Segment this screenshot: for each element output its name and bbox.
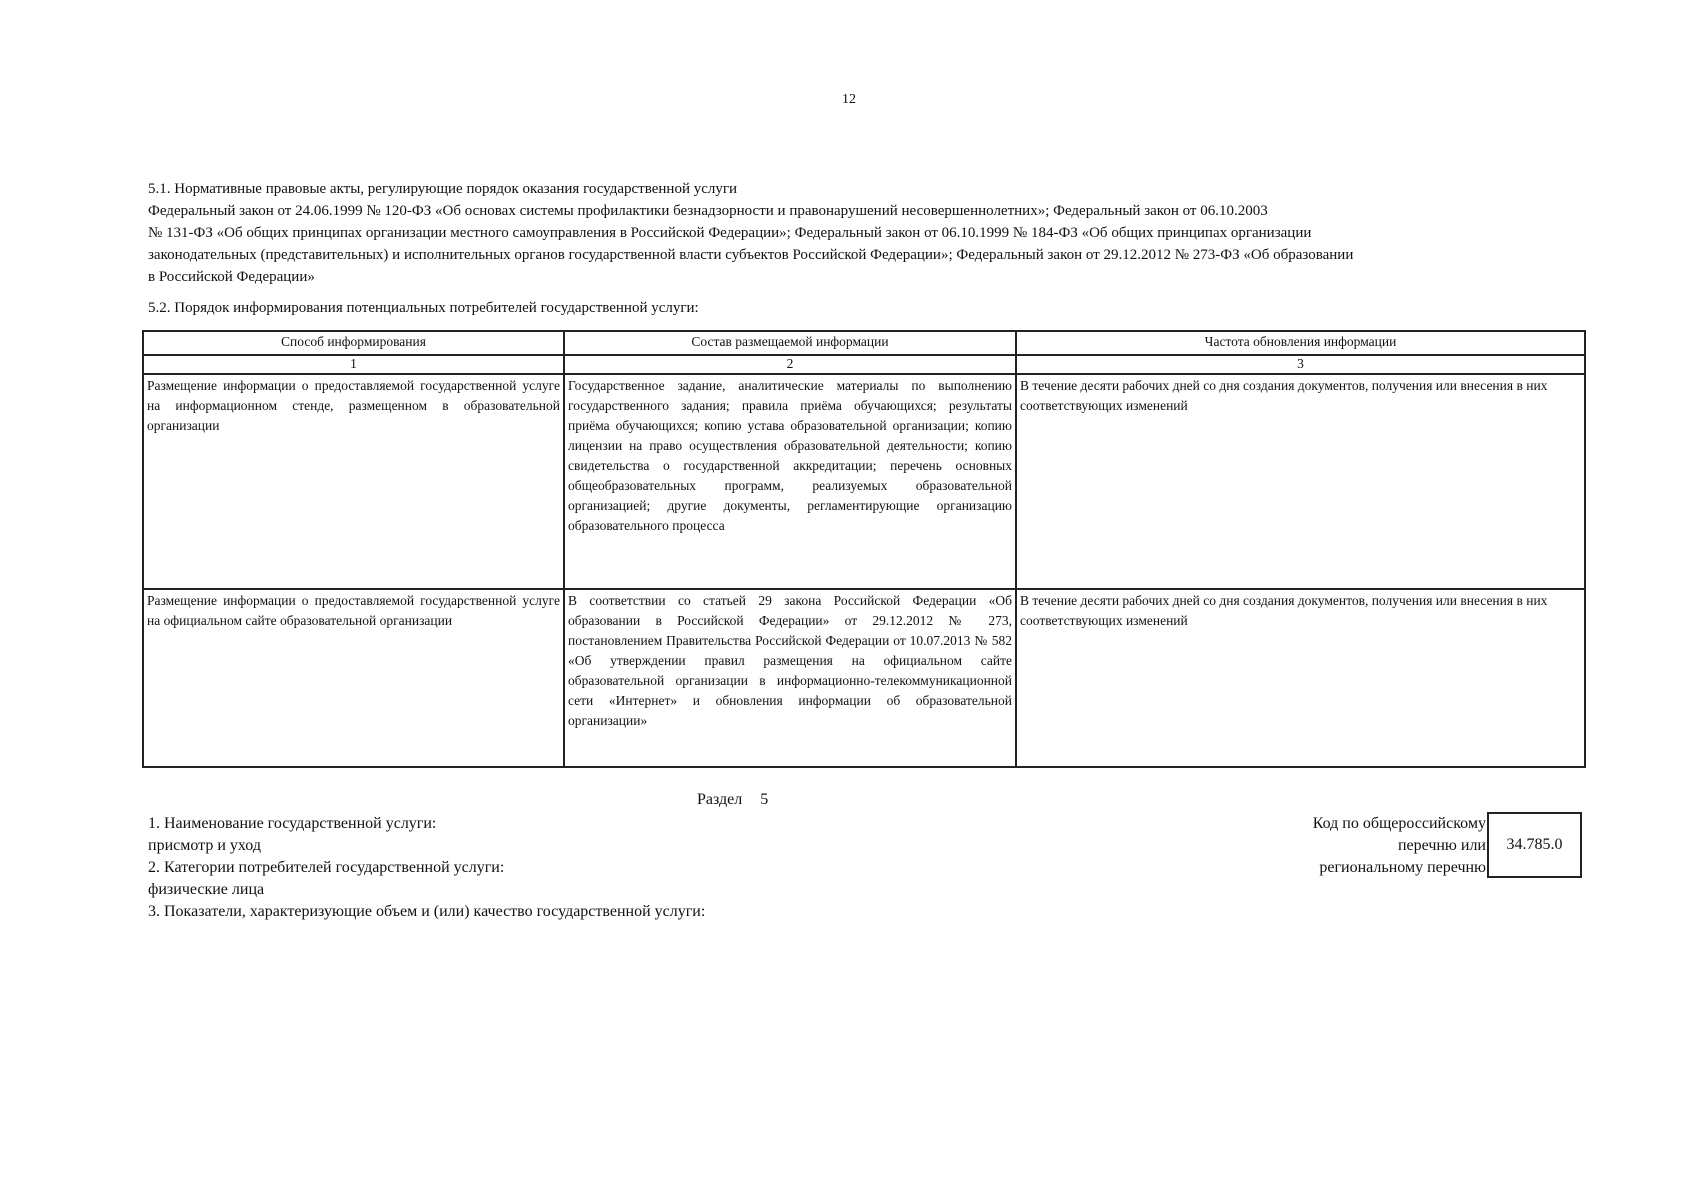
column-header-frequency: Частота обновления информации (1016, 331, 1585, 355)
registry-code-label (1313, 813, 1486, 879)
page-number: 12 (842, 92, 856, 107)
consumer-categories-value: физические лица (148, 881, 265, 898)
cell-frequency: В течение десяти рабочих дней со дня создания документов, получения или внесения в них соответствующих изменений (1016, 374, 1585, 589)
cell-frequency: В течение десяти рабочих дней со дня создания документов, получения или внесения в них соответствующих изменений (1016, 589, 1585, 767)
section-5-2-heading: 5.2. Порядок информирования потенциальных потребителей государственной услуги: (148, 300, 699, 316)
cell-method: Размещение информации о предоставляемой государственной услуге на официальном сайте образовательной организации (143, 589, 564, 767)
column-header-method: Способ информирования (143, 331, 564, 355)
registry-code-value: 34.785.0 (1506, 836, 1563, 853)
table-row (143, 589, 1585, 767)
cell-content: В соответствии со статьей 29 закона Российской Федерации «Об образовании в Российской Федерации» от 29.12.2012 № 273, постановлением Правительства Российской Федерации от 10.07.2013 № 582 «Об утверждении правил размещения на официальном сайте образовательной организации в информационно-телекоммуникационной сети «Интернет» и обновления информации об образовательной организации» (564, 589, 1016, 767)
registry-code-label-line: Код по общероссийскому (1312, 815, 1486, 832)
law-line: в Российской Федерации» (148, 269, 315, 285)
column-number: 1 (143, 355, 564, 374)
cell-content: Государственное задание, аналитические материалы по выполнению государственного задания; правила приёма обучающихся; результаты приёма обучающихся; копию устава образовательной организации; копию лицензии на право осуществления образовательной деятельности; копию свидетельства о государственной аккредитации; перечень основных общеобразовательных программ, реализуемых образовательной организацией; другие документы, регламентирующие организацию образовательного процесса (564, 374, 1016, 589)
section-5-1 (148, 178, 1588, 288)
registry-code-label-line: региональному перечню (1319, 859, 1486, 876)
column-number: 2 (564, 355, 1016, 374)
law-line: Федеральный закон от 24.06.1999 № 120-ФЗ «Об основах системы профилактики безнадзорности и правонарушений несовершеннолетних»; Федеральный закон от 06.10.2003 (148, 203, 1268, 219)
table-row (143, 374, 1585, 589)
consumer-categories-label: 2. Категории потребителей государственной услуги: (148, 859, 505, 876)
cell-method: Размещение информации о предоставляемой государственной услуге на информационном стенде, размещенном в образовательной организации (143, 374, 564, 589)
registry-code-box (1487, 812, 1582, 878)
service-name-value: присмотр и уход (148, 837, 261, 854)
law-line: № 131-ФЗ «Об общих принципах организации местного самоуправления в Российской Федерации»; Федеральный закон от 06.10.1999 № 184-ФЗ «Об общих принципах организации (148, 225, 1312, 241)
column-number-row (143, 355, 1585, 374)
informing-table (142, 330, 1586, 768)
indicators-label: 3. Показатели, характеризующие объем и (или) качество государственной услуги: (148, 903, 706, 920)
column-header-content: Состав размещаемой информации (564, 331, 1016, 355)
registry-code-label-line: перечню или (1397, 837, 1486, 854)
column-number: 3 (1016, 355, 1585, 374)
section-5-1-heading: 5.1. Нормативные правовые акты, регулирующие порядок оказания государственной услуги (148, 181, 738, 197)
section-number: 5 (760, 791, 769, 808)
section-label: Раздел (697, 791, 743, 808)
section-title (697, 791, 768, 809)
law-line: законодательных (представительных) и исполнительных органов государственной власти субъектов Российской Федерации»; Федеральный закон от 29.12.2012 № 273-ФЗ «Об образовании (148, 247, 1354, 263)
service-name-label: 1. Наименование государственной услуги: (148, 815, 437, 832)
table-header-row (143, 331, 1585, 355)
service-info (148, 813, 705, 923)
